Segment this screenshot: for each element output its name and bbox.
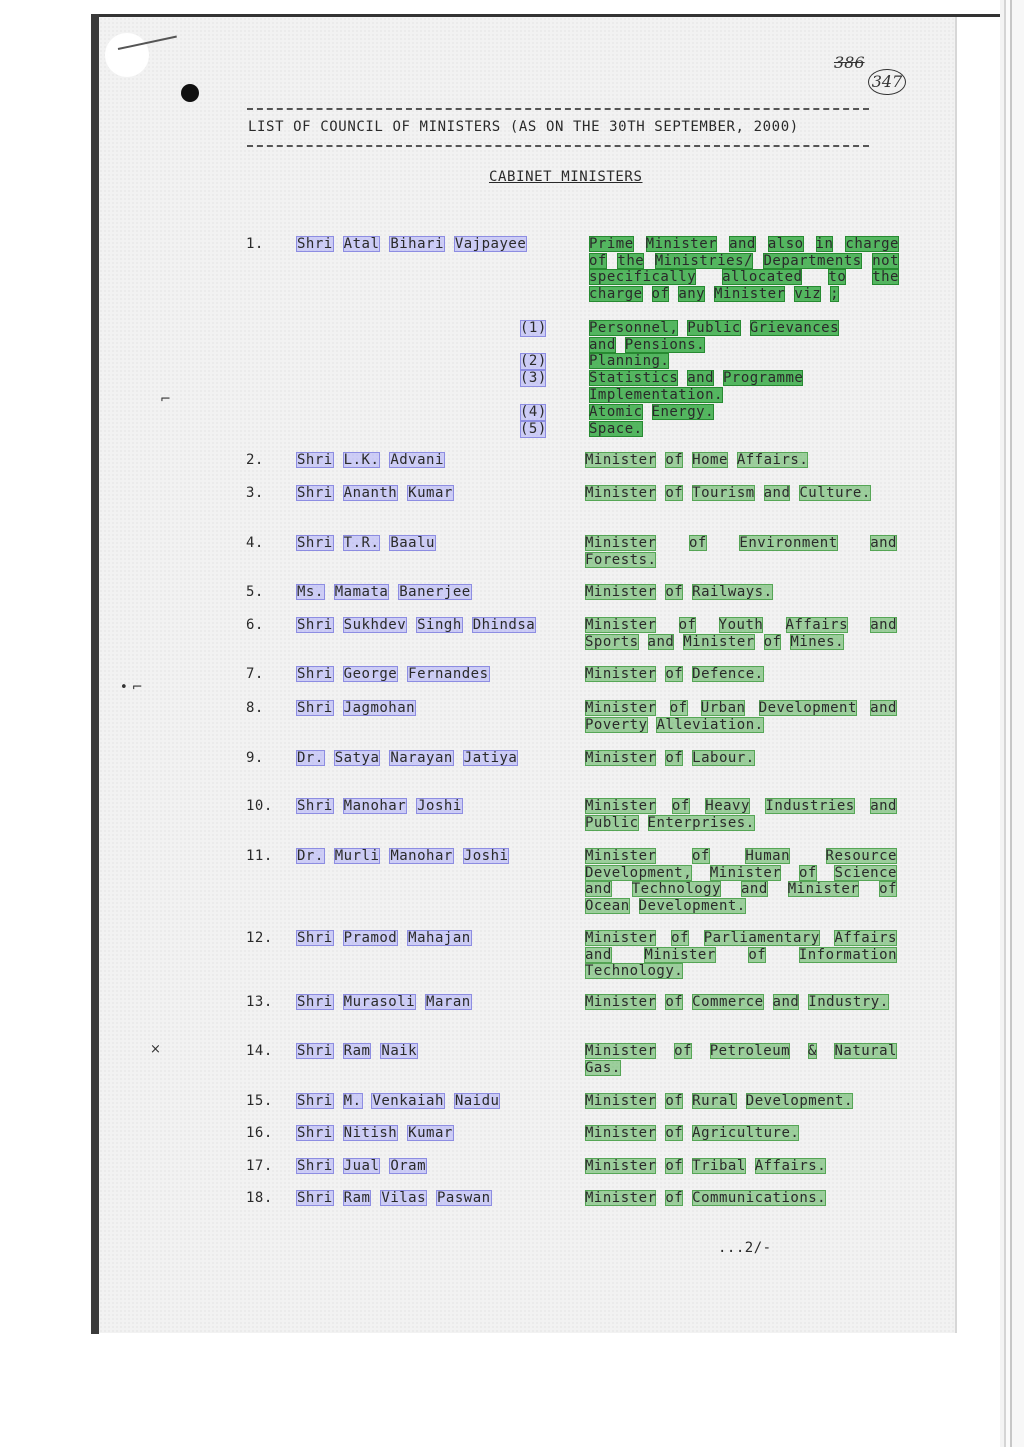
page-number-stamp [830, 53, 903, 91]
document-title: LIST OF COUNCIL OF MINISTERS (AS ON THE 30TH SEPTEMBER, 2000) [248, 119, 799, 135]
pm-department-item [520, 353, 900, 370]
minister-name: Shri T.R. Baalu [297, 535, 435, 551]
minister-number: 12. [246, 930, 273, 946]
minister-number: 14. [246, 1043, 273, 1059]
minister-portfolio: Minister of Heavy Industries and Public Enterprises. [585, 798, 897, 831]
minister-portfolio: Minister of Labour. [585, 750, 755, 766]
minister-portfolio: Minister of Communications. [585, 1190, 827, 1206]
minister-name: Shri Ananth Kumar [297, 485, 453, 501]
pm-department-item [520, 404, 900, 421]
pm-department-text: Personnel, Public Grievances and Pensions. [589, 320, 840, 353]
minister-name: Shri Jual Oram [297, 1158, 427, 1174]
minister-portfolio: Minister of Commerce and Industry. [585, 994, 889, 1010]
minister-number: 6. [246, 617, 264, 633]
minister-portfolio: Prime Minister and also in charge of the Ministries/ Departments not specifically allocated to the charge of any Minister viz ; [589, 236, 900, 302]
minister-name: Shri L.K. Advani [297, 452, 444, 468]
minister-portfolio: Minister of Urban Development and Poverty Alleviation. [585, 700, 897, 733]
minister-number: 10. [246, 798, 273, 814]
minister-portfolio: Minister of Parliamentary Affairs and Minister of Information Technology. [585, 930, 897, 980]
minister-number: 15. [246, 1093, 273, 1109]
minister-number: 5. [246, 584, 264, 600]
pm-department-index: (2) [520, 353, 547, 369]
minister-name: Shri Pramod Mahajan [297, 930, 471, 946]
minister-portfolio: Minister of Rural Development. [585, 1093, 853, 1109]
minister-portfolio: Minister of Tourism and Culture. [585, 485, 871, 501]
minister-name: Shri George Fernandes [297, 666, 489, 682]
pm-department-index: (3) [520, 370, 547, 386]
minister-portfolio: Minister of Youth Affairs and Sports and Minister of Mines. [585, 617, 898, 650]
old-page-number: 386 [834, 53, 865, 72]
minister-portfolio: Minister of Environment and Forests. [585, 535, 897, 568]
pm-department-index: (1) [520, 320, 547, 336]
minister-number: 2. [246, 452, 264, 468]
scan-edge-left [91, 14, 99, 1334]
pm-department-item [520, 320, 900, 353]
minister-number: 4. [246, 535, 264, 551]
minister-name: Ms. Mamata Banerjee [297, 584, 471, 600]
minister-portfolio: Minister of Petroleum & Natural Gas. [585, 1043, 897, 1076]
minister-name: Shri M. Venkaiah Naidu [297, 1093, 500, 1109]
ink-dot [181, 84, 199, 102]
minister-name: Shri Ram Naik [297, 1043, 418, 1059]
minister-name: Shri Atal Bihari Vajpayee [297, 236, 527, 252]
scan-edge-right [1000, 0, 1024, 1447]
minister-number: 16. [246, 1125, 273, 1141]
margin-mark: • ⌐ [120, 680, 143, 695]
minister-number: 7. [246, 666, 264, 682]
minister-number: 9. [246, 750, 264, 766]
new-page-number: 347 [868, 69, 906, 95]
minister-number: 8. [246, 700, 264, 716]
section-heading: CABINET MINISTERS [489, 169, 643, 185]
margin-mark: ⌐ [160, 392, 171, 407]
minister-portfolio: Minister of Agriculture. [585, 1125, 800, 1141]
minister-name: Shri Manohar Joshi [297, 798, 462, 814]
page-continuation: ...2/- [718, 1240, 772, 1256]
minister-name: Shri Sukhdev Singh Dhindsa [297, 617, 536, 633]
minister-name: Shri Jagmohan [297, 700, 416, 716]
minister-name: Dr. Satya Narayan Jatiya [297, 750, 518, 766]
minister-number: 13. [246, 994, 273, 1010]
punch-hole [105, 33, 149, 77]
minister-number: 18. [246, 1190, 273, 1206]
minister-portfolio: Minister of Home Affairs. [585, 452, 809, 468]
minister-number: 3. [246, 485, 264, 501]
minister-name: Shri Ram Vilas Paswan [297, 1190, 491, 1206]
title-rule-bottom [247, 145, 869, 147]
minister-name: Dr. Murli Manohar Joshi [297, 848, 509, 864]
minister-portfolio: Minister of Tribal Affairs. [585, 1158, 827, 1174]
minister-number: 11. [246, 848, 273, 864]
pm-department-text: Statistics and Programme Implementation. [589, 370, 804, 403]
pm-department-index: (5) [520, 421, 547, 437]
pm-department-item [520, 370, 900, 403]
pm-department-text: Space. [589, 421, 643, 437]
margin-mark: × [150, 1042, 161, 1057]
minister-number: 17. [246, 1158, 273, 1174]
pm-department-text: Planning. [589, 353, 670, 369]
minister-name: Shri Murasoli Maran [297, 994, 471, 1010]
minister-number: 1. [246, 236, 264, 252]
pm-department-text: Atomic Energy. [589, 404, 715, 420]
title-rule-top [247, 108, 869, 110]
pm-department-index: (4) [520, 404, 547, 420]
minister-portfolio: Minister of Human Resource Development, Minister of Science and Technology and Minister of Ocean Development. [585, 848, 897, 914]
minister-portfolio: Minister of Railways. [585, 584, 773, 600]
minister-portfolio: Minister of Defence. [585, 666, 764, 682]
pm-department-item [520, 421, 900, 438]
minister-name: Shri Nitish Kumar [297, 1125, 453, 1141]
